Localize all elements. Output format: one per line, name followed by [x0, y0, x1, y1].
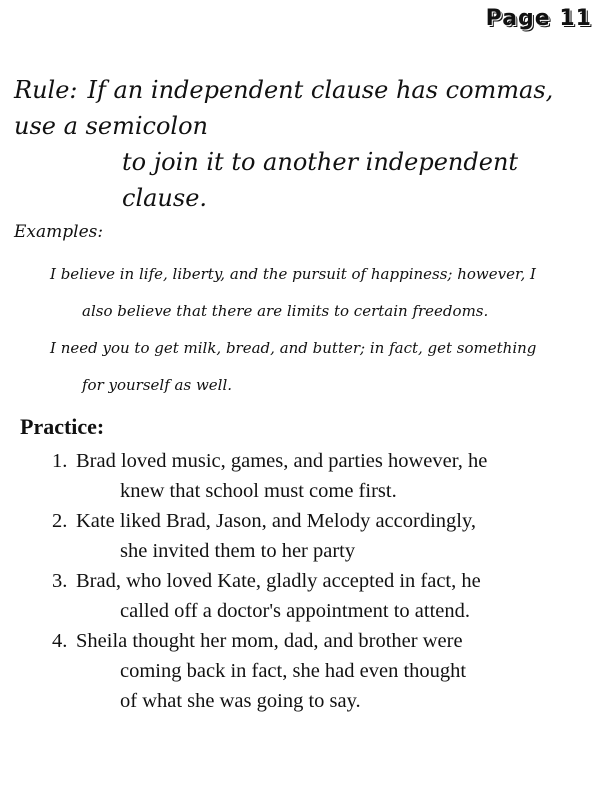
rule-line-1: If an independent clause has commas, use a semicolon	[14, 76, 554, 140]
practice-line: of what she was going to say.	[120, 690, 361, 712]
practice-item-number: 4.	[52, 630, 68, 652]
practice-heading: Practice:	[20, 414, 105, 439]
rule-line-2: to join it to another independent clause.	[122, 148, 519, 212]
practice-item	[52, 626, 592, 716]
example-line: I need you to get milk, bread, and butter; in fact, get something	[50, 339, 537, 357]
practice-line: Brad loved music, games, and parties however, he	[76, 450, 488, 472]
examples-heading: Examples:	[14, 222, 104, 242]
page-number-label: Page 11	[485, 6, 592, 31]
example-item	[50, 256, 595, 330]
practice-line: coming back in fact, she had even thought	[120, 660, 467, 682]
practice-list	[52, 446, 592, 716]
example-line: I believe in life, liberty, and the pursuit of happiness; however, I	[50, 265, 536, 283]
practice-item	[52, 446, 592, 506]
practice-item	[52, 506, 592, 566]
practice-item-number: 1.	[52, 450, 68, 472]
practice-line: called off a doctor's appointment to attend.	[120, 600, 471, 622]
practice-line: Sheila thought her mom, dad, and brother were	[76, 630, 463, 652]
practice-line: Kate liked Brad, Jason, and Melody accordingly,	[76, 510, 477, 532]
examples-list	[50, 256, 595, 404]
practice-line: Brad, who loved Kate, gladly accepted in fact, he	[76, 570, 481, 592]
rule-prefix: Rule:	[14, 76, 78, 104]
practice-item-number: 3.	[52, 570, 68, 592]
example-item	[50, 330, 595, 404]
practice-item-number: 2.	[52, 510, 68, 532]
example-line: for yourself as well.	[82, 376, 233, 394]
practice-line: she invited them to her party	[120, 540, 356, 562]
example-line: also believe that there are limits to certain freedoms.	[82, 302, 489, 320]
rule-statement	[14, 72, 599, 216]
practice-item	[52, 566, 592, 626]
practice-line: knew that school must come first.	[120, 480, 397, 502]
